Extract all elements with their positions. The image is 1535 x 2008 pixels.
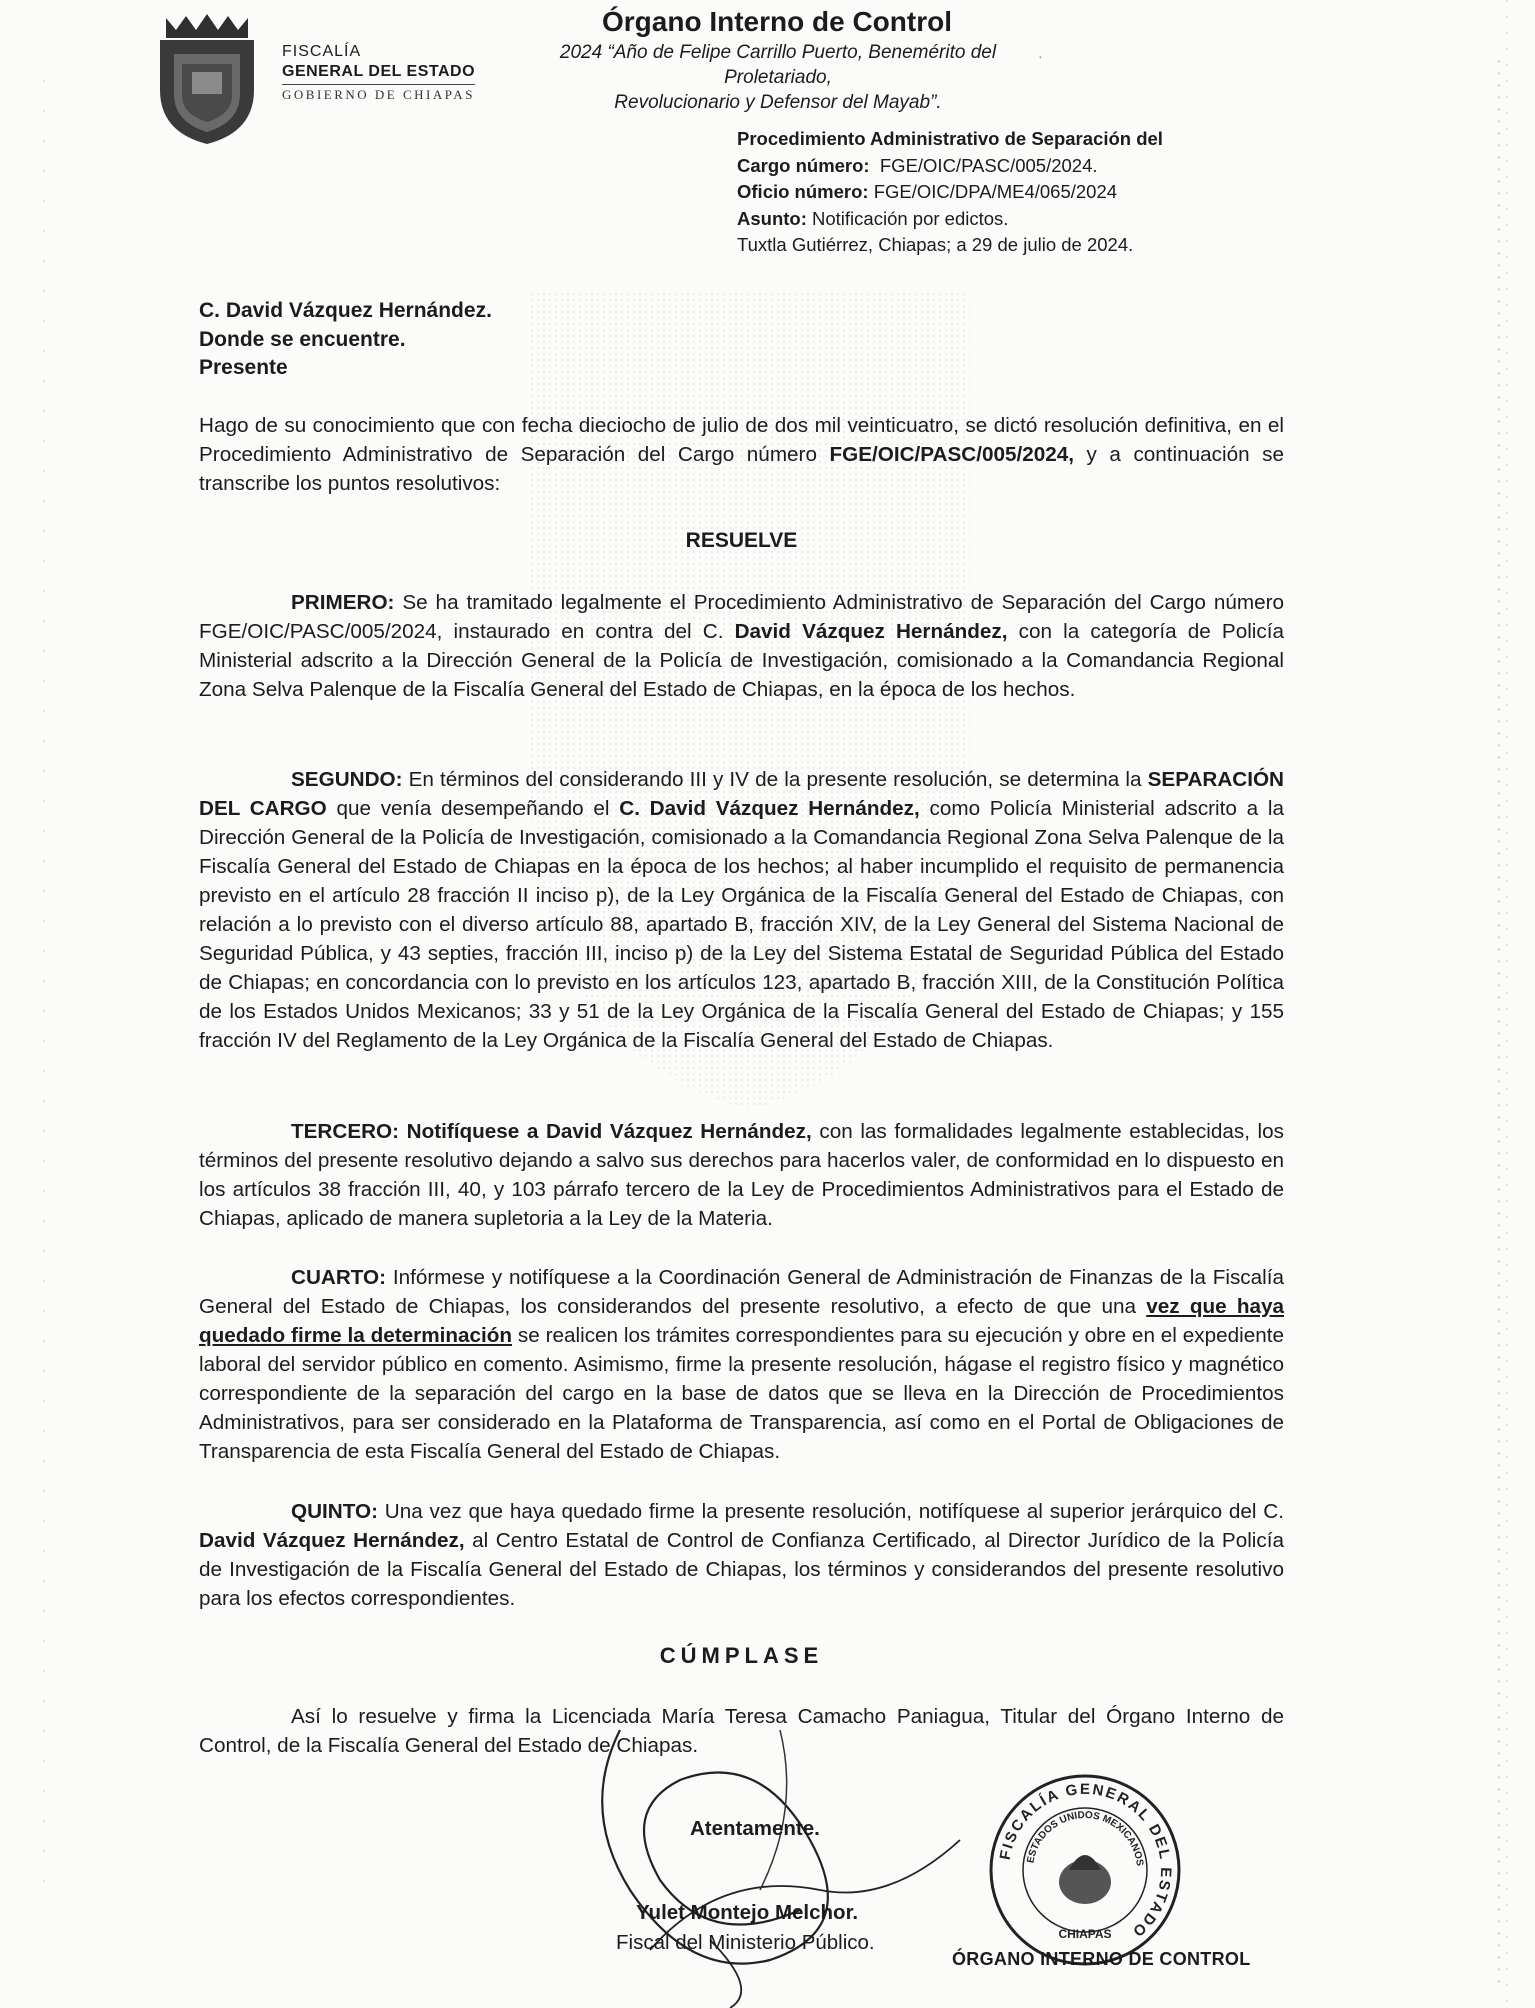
office-title: Órgano Interno de Control bbox=[602, 6, 952, 37]
tercero-paragraph bbox=[199, 1117, 1284, 1233]
institution-line-2: GENERAL DEL ESTADO bbox=[282, 63, 476, 80]
motto-line-2: Revolucionario y Defensor del Mayab”. bbox=[614, 92, 942, 113]
institution-name bbox=[282, 42, 475, 105]
margin-dot: · bbox=[1038, 48, 1043, 64]
intro-paragraph bbox=[199, 411, 1284, 498]
asunto-value: Notificación por edictos. bbox=[812, 207, 1009, 229]
cuarto-paragraph bbox=[199, 1263, 1284, 1466]
signer-name: Yulet Montejo Melchor. bbox=[636, 1901, 859, 1924]
tercero-text: con las formalidades legalmente establecidas, los términos del presente resolutivo dejando a salvo sus derechos para hacerlos valer, de conformidad en lo dispuesto en los artículos 38 fracción III, 40, y 103 párrafo tercero de la Ley de Procedimientos Administrativos para el Estado de Chiapas, aplicado de manera supletoria a la Ley de la Materia. bbox=[199, 1120, 1284, 1230]
oficio-number: FGE/OIC/DPA/ME4/065/2024 bbox=[873, 181, 1118, 202]
segundo-text-2: que venía desempeñando el bbox=[326, 797, 620, 820]
addressee-block bbox=[199, 297, 492, 383]
asunto-label: Asunto: bbox=[737, 207, 807, 229]
intro-text-end: y a continuación se transcribe los puntos resolutivos: bbox=[199, 443, 1284, 495]
primero-text: Se ha tramitado legalmente el Procedimiento Administrativo de Separación del Cargo número FGE/OIC/PASC/005/2024, instaurado en contra del C. bbox=[199, 591, 1284, 643]
segundo-paragraph bbox=[199, 765, 1284, 1055]
quinto-text: Una vez que haya quedado firme la presente resolución, notifíquese al superior jerárquico del C. bbox=[377, 1500, 1284, 1523]
seal-inner-text: ESTADOS UNIDOS MEXICANOS bbox=[1025, 1809, 1145, 1867]
seal-ring-text: FISCALÍA GENERAL DEL ESTADO bbox=[996, 1780, 1175, 1941]
primero-paragraph bbox=[199, 588, 1284, 704]
cumplase-heading: CÚMPLASE bbox=[659, 1643, 824, 1668]
cuarto-label: CUARTO: bbox=[291, 1266, 387, 1289]
case-number: FGE/OIC/PASC/005/2024, bbox=[829, 443, 1075, 466]
handwritten-signature bbox=[560, 1690, 980, 2008]
segundo-name: C. David Vázquez Hernández, bbox=[619, 797, 920, 820]
motto-line-1: 2024 “Año de Felipe Carrillo Puerto, Benemérito del Proletariado, bbox=[559, 42, 997, 88]
scan-edge-artifact bbox=[1493, 0, 1517, 2008]
resuelve-heading: RESUELVE bbox=[685, 529, 798, 552]
scan-edge-artifact-left bbox=[0, 0, 60, 2008]
segundo-text-3: como Policía Ministerial adscrito a la Dirección General de la Policía de Investigación, comisionado a la Comandancia Regional Zona Selva Palenque de la Fiscalía General del Estado de Chiapas en la época de los hechos; al haber incumplido el requisito de permanencia previsto en el artículo 28 fracción II inciso p), de la Ley Orgánica de la Fiscalía General del Estado de Chiapas, con relación a lo previsto con el diverso artículo 88, apartado B, fracción XIV, de la Ley General del Sistema Nacional de Seguridad Pública, y 43 septies, fracción III, inciso p) de la Ley del Sistema Estatal de Seguridad Pública del Estado de Chiapas; en concordancia con lo previsto en los artículos 123, apartado B, fracción XIII, de la Constitución Política de los Estados Unidos Mexicanos; 33 y 51 de la Ley Orgánica de la Fiscalía General del Estado de Chiapas; y 155 fracción IV del Reglamento de la Ley Orgánica de la Fiscalía General del Estado de Chiapas. bbox=[199, 797, 1284, 1052]
addressee-presente: Presente bbox=[199, 356, 288, 379]
quinto-text-end: al Centro Estatal de Control de Confianza Certificado, al Director Jurídico de la Policía de Investigación de la Fiscalía General del Estado de Chiapas, los términos y considerandos del presente resolutivo para los efectos correspondientes. bbox=[199, 1529, 1285, 1610]
addressee-name: C. David Vázquez Hernández. bbox=[199, 299, 492, 322]
tercero-label: TERCERO: Notifíquese a David Vázquez Hernández, bbox=[291, 1120, 812, 1143]
cuarto-text: Infórmese y notifíquese a la Coordinación General de Administración de Finanzas de la Fiscalía General del Estado de Chiapas, los considerandos del presente resolutivo, a efecto de que una bbox=[199, 1266, 1284, 1318]
institution-line-1: FISCALÍA bbox=[282, 43, 362, 60]
procedure-line: Procedimiento Administrativo de Separación del bbox=[737, 128, 1163, 149]
cuarto-text-end: se realicen los trámites correspondientes para su ejecución y obre en el expediente laboral del servidor público en comento. Asimismo, firme la presente resolución, hágase el registro físico y magnético correspondiente de la separación del cargo en la base de datos que se lleva en la Dirección de Procedimientos Administrativos, para ser considerado en la Plataforma de Transparencia, así como en el Portal de Obligaciones de Transparencia de esta Fiscalía General del Estado de Chiapas. bbox=[199, 1324, 1284, 1463]
signature-atentamente: Atentamente. bbox=[690, 1817, 820, 1840]
reference-block bbox=[737, 126, 1163, 259]
segundo-separacion: SEPARACIÓN DEL CARGO bbox=[199, 768, 1284, 820]
addressee-location: Donde se encuentre. bbox=[199, 327, 406, 351]
cargo-label: Cargo número: bbox=[737, 154, 870, 176]
signer-position: Fiscal del Ministerio Público. bbox=[616, 1931, 875, 1954]
closing-paragraph: Así lo resuelve y firma la Licenciada María Teresa Camacho Paniagua, Titular del Órgano Interno de Control, de la Fiscalía General del Estado de Chiapas. bbox=[199, 1705, 1284, 1757]
fiscalia-shield-logo bbox=[152, 10, 262, 146]
segundo-text: En términos del considerando III y IV de la presente resolución, se determina la bbox=[402, 768, 1148, 791]
primero-label: PRIMERO: bbox=[291, 591, 395, 614]
segundo-label: SEGUNDO: bbox=[291, 768, 403, 791]
cuarto-underlined: vez que haya quedado firme la determinación bbox=[199, 1295, 1284, 1347]
place-date: Tuxtla Gutiérrez, Chiapas; a 29 de julio de 2024. bbox=[737, 234, 1134, 255]
official-seal bbox=[985, 1770, 1185, 1970]
intro-text: Hago de su conocimiento que con fecha dieciocho de julio de dos mil veinticuatro, se dictó resolución definitiva, en el Procedimiento Administrativo de Separación del Cargo número bbox=[199, 414, 1284, 466]
quinto-paragraph bbox=[199, 1497, 1284, 1613]
quinto-label: QUINTO: bbox=[291, 1500, 378, 1523]
cargo-number: FGE/OIC/PASC/005/2024. bbox=[879, 154, 1098, 176]
primero-text-end: con la categoría de Policía Ministerial adscrito a la Dirección General de la Policía de Investigación, comisionado a la Comandancia Regional Zona Selva Palenque de la Fiscalía General del Estado de Chiapas, en la época de los hechos. bbox=[199, 620, 1284, 701]
primero-name: David Vázquez Hernández, bbox=[734, 620, 1008, 643]
seal-bottom-text: CHIAPAS bbox=[1058, 1927, 1112, 1941]
quinto-name: David Vázquez Hernández, bbox=[199, 1529, 465, 1552]
year-motto bbox=[518, 40, 1038, 115]
seal-caption: ÓRGANO INTERNO DE CONTROL bbox=[952, 1949, 1251, 1969]
oficio-label: Oficio número: bbox=[737, 181, 869, 202]
institution-line-3: GOBIERNO DE CHIAPAS bbox=[282, 84, 475, 105]
